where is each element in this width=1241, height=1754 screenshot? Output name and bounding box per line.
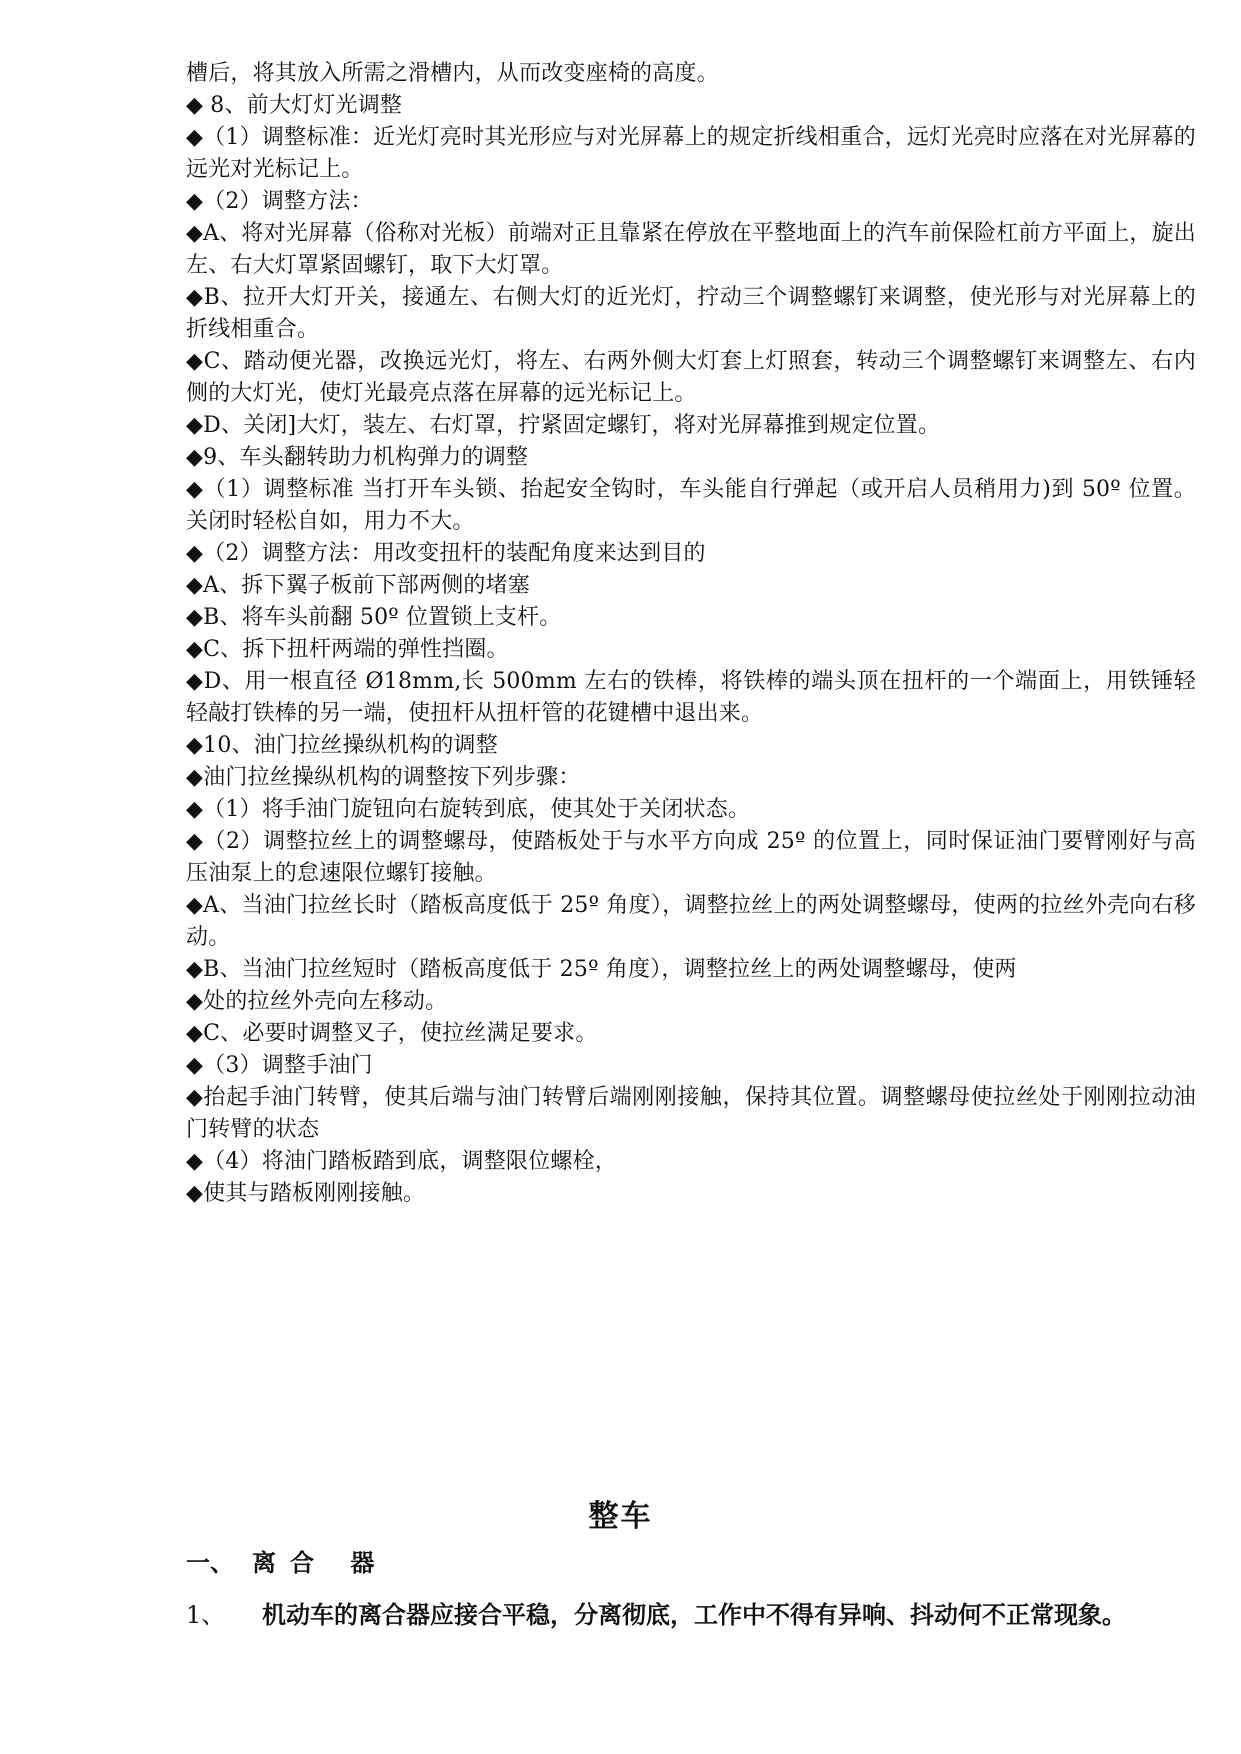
paragraph: ◆A、拆下翼子板前下部两侧的堵塞	[186, 573, 531, 598]
subheading-number: 一、	[186, 1548, 234, 1577]
paragraph: ◆D、用一根直径 Ø18mm,长 500mm 左右的铁棒，将铁棒的端头顶在扭杆的一个端面上，用铁锤轻轻敲打铁棒的另一端，使扭杆从扭杆管的花键槽中退出来。	[186, 669, 1196, 726]
clause-text: 机动车的离合器应接合平稳，分离彻底，工作中不得有异响、抖动何不正常现象。	[262, 1600, 1126, 1629]
paragraph: ◆（4）将油门踏板踏到底，调整限位螺栓，	[186, 1149, 617, 1174]
paragraph: ◆（1）将手油门旋钮向右旋转到底，使其处于关闭状态。	[186, 797, 751, 822]
paragraph: ◆B、当油门拉丝短时（踏板高度低于 25º 角度），调整拉丝上的两处调整螺母，使两	[186, 957, 1017, 982]
paragraph: ◆9、车头翻转助力机构弹力的调整	[186, 445, 529, 470]
paragraph: 槽后，将其放入所需之滑槽内，从而改变座椅的高度。	[186, 61, 719, 86]
clause-number: 1、	[186, 1601, 226, 1629]
paragraph: ◆C、必要时调整叉子，使拉丝满足要求。	[186, 1021, 598, 1046]
paragraph: ◆10、油门拉丝操纵机构的调整	[186, 733, 498, 758]
paragraph: ◆处的拉丝外壳向左移动。	[186, 989, 448, 1014]
paragraph: ◆ 8、前大灯灯光调整	[186, 93, 403, 118]
section-title: 整车	[588, 1499, 653, 1534]
paragraph: ◆C、拆下扭杆两端的弹性挡圈。	[186, 637, 509, 662]
paragraph: ◆C、踏动便光器，改换远光灯，将左、右两外侧大灯套上灯照套，转动三个调整螺钉来调整左、右内侧的大灯光，使灯光最亮点落在屏幕的远光标记上。	[186, 349, 1196, 406]
subheading	[186, 1546, 388, 1580]
paragraph: ◆使其与踏板刚刚接触。	[186, 1181, 426, 1206]
paragraph: ◆（1）调整标准：近光灯亮时其光形应与对光屏幕上的规定折线相重合，远灯光亮时应落在对光屏幕的远光对光标记上。	[186, 125, 1196, 182]
paragraph: ◆（2）调整方法：用改变扭杆的装配角度来达到目的	[186, 541, 706, 566]
subheading-text: 离合 器	[252, 1548, 389, 1577]
paragraph: ◆D、关闭]大灯，装左、右灯罩，拧紧固定螺钉，将对光屏幕推到规定位置。	[186, 413, 941, 438]
paragraph: ◆油门拉丝操纵机构的调整按下列步骤：	[186, 765, 581, 790]
paragraph: ◆A、当油门拉丝长时（踏板高度低于 25º 角度），调整拉丝上的两处调整螺母，使两的拉丝外壳向右移动。	[186, 893, 1196, 950]
paragraph: ◆（1）调整标准 当打开车头锁、抬起安全钩时，车头能自行弹起（或开启人员稍用力)到 50º 位置。关闭时轻松自如，用力不大。	[186, 477, 1196, 534]
paragraph: ◆（3）调整手油门	[186, 1053, 373, 1078]
paragraph: ◆A、将对光屏幕（俗称对光板）前端对正且靠紧在停放在平整地面上的汽车前保险杠前方平面上，旋出左、右大灯罩紧固螺钉，取下大灯罩。	[186, 221, 1197, 278]
paragraph: ◆抬起手油门转臂，使其后端与油门转臂后端刚刚接触，保持其位置。调整螺母使拉丝处于刚刚拉动油门转臂的状态	[186, 1085, 1196, 1142]
paragraph: ◆B、拉开大灯开关，接通左、右侧大灯的近光灯，拧动三个调整螺钉来调整，使光形与对光屏幕上的折线相重合。	[186, 285, 1196, 342]
paragraph: ◆（2）调整方法：	[186, 189, 373, 214]
clause	[186, 1598, 1196, 1632]
paragraph: ◆B、将车头前翻 50º 位置锁上支杆。	[186, 605, 562, 630]
body-text	[186, 58, 1196, 1210]
paragraph: ◆（2）调整拉丝上的调整螺母，使踏板处于与水平方向成 25º 的位置上，同时保证油门要臂刚好与高压油泵上的怠速限位螺钉接触。	[186, 829, 1196, 886]
